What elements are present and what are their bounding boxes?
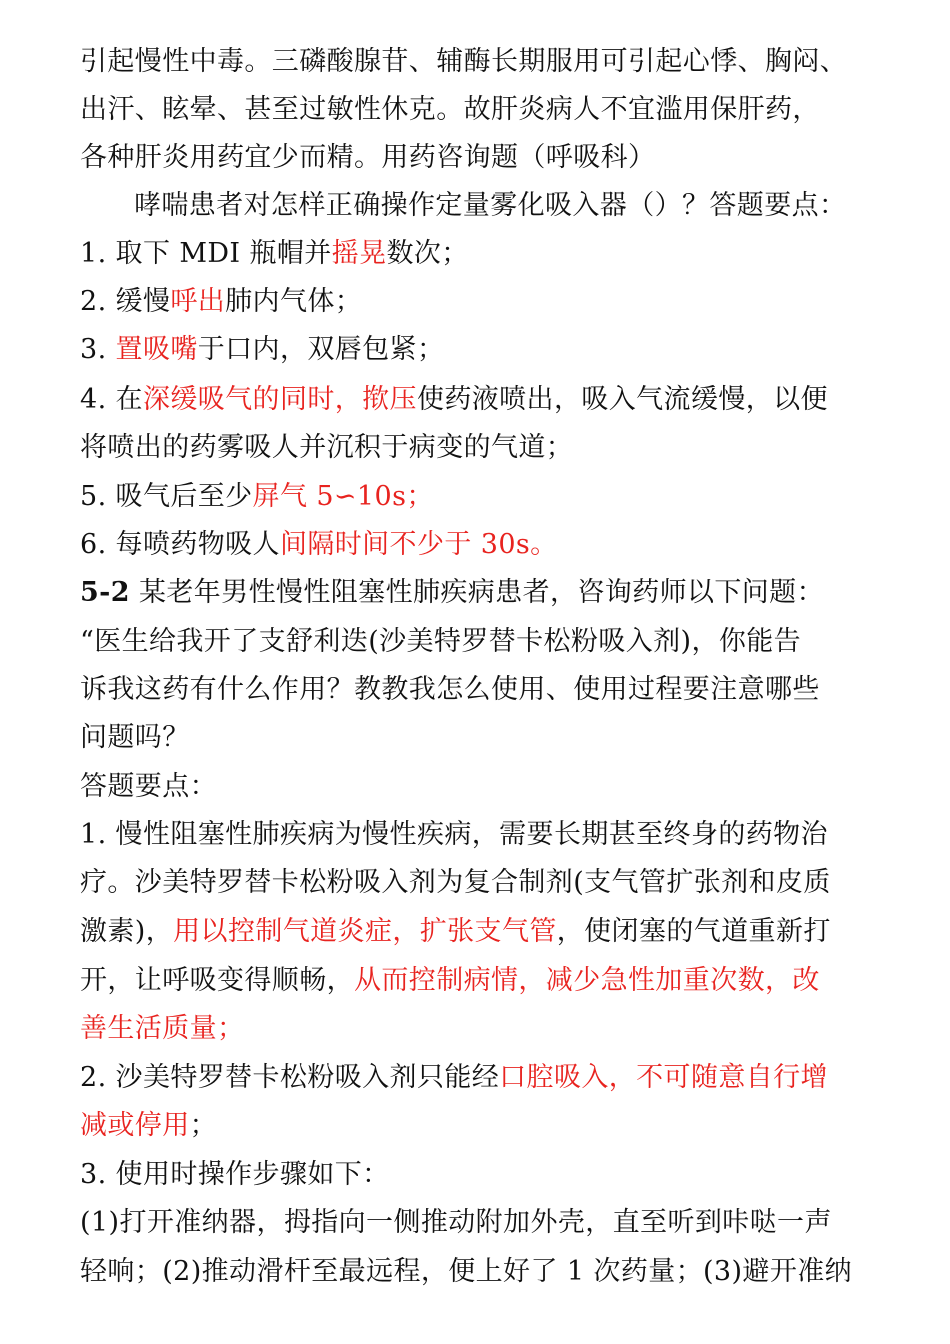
step-item: [80, 477, 434, 517]
text-line: [80, 670, 820, 710]
text-line: [80, 138, 655, 178]
text-segment: 疗。沙美特罗替卡松粉吸入剂为复合制剂(支气管扩张剂和皮质: [80, 867, 831, 898]
text-segment: 1. 慢性阻塞性肺疾病为慢性疾病，需要长期甚至终身的药物治: [80, 819, 828, 850]
text-segment: 使药液喷出，吸入气流缓慢，以便: [416, 384, 828, 415]
text-segment: 3.: [80, 334, 116, 365]
text-segment: 引起慢性中毒。三磷酸腺苷、辅酶长期服用可引起心悸、胸闷、: [80, 46, 848, 77]
text-segment: 问题吗？: [80, 722, 190, 753]
text-segment: 某老年男性慢性阻塞性肺疾病患者，咨询药师以下问题：: [129, 577, 824, 608]
text-line: [80, 863, 831, 903]
step-item: [80, 380, 828, 420]
step-item: [80, 815, 828, 855]
highlight-text: 间隔时间不少于 30s。: [279, 529, 558, 560]
text-segment: 数次；: [386, 238, 469, 269]
highlight-text: 屏气 5∽10s；: [252, 481, 434, 512]
text-segment: 哮喘患者对怎样正确操作定量雾化吸入器（）？答题要点：: [134, 190, 847, 221]
text-line: [80, 1252, 852, 1292]
text-line: [80, 1009, 244, 1049]
highlight-text: 减或停用: [80, 1110, 190, 1141]
text-line: [80, 718, 190, 758]
highlight-text: 深缓吸气的同时，揿压: [142, 384, 417, 415]
highlight-text: 用以控制气道炎症，扩张支气管: [173, 916, 557, 947]
text-segment: 2. 缓慢: [80, 286, 171, 317]
highlight-text: 口腔吸入，不可随意自行增: [499, 1062, 828, 1093]
text-segment: 各种肝炎用药宜少而精。用药咨询题（呼吸科）: [80, 142, 656, 173]
highlight-text: 摇晃: [331, 238, 387, 269]
text-segment: 1. 取下 MDI 瓶帽并: [80, 238, 332, 269]
case-number: 5-2: [80, 577, 130, 608]
text-segment: 3. 使用时操作步骤如下：: [80, 1159, 390, 1190]
text-line: [80, 1106, 217, 1146]
text-segment: 2. 沙美特罗替卡松粉吸入剂只能经: [80, 1062, 500, 1093]
step-item: [80, 282, 362, 322]
text-segment: 诉我这药有什么作用？教教我怎么使用、使用过程要注意哪些: [80, 674, 820, 705]
text-segment: 答题要点：: [80, 771, 217, 802]
text-segment: 激素)，: [80, 916, 174, 947]
text-segment: 开，让呼吸变得顺畅，: [80, 965, 354, 996]
text-segment: 于口内，双唇包紧；: [197, 334, 445, 365]
step-item: [80, 1155, 390, 1195]
text-line: [80, 90, 820, 130]
step-item: [80, 234, 469, 274]
case-heading: [80, 573, 824, 613]
text-segment: ；: [189, 1110, 218, 1141]
text-line: [80, 428, 573, 468]
text-segment: 6. 每喷药物吸人: [80, 529, 280, 560]
highlight-text: 从而控制病情，减少急性加重次数，改: [354, 965, 820, 996]
answer-heading: [80, 767, 217, 807]
text-segment: 4. 在: [80, 384, 143, 415]
text-line: [80, 42, 847, 82]
text-segment: ，使闭塞的气道重新打: [556, 916, 831, 947]
text-line: [80, 622, 801, 662]
highlight-text: 善生活质量；: [80, 1013, 245, 1044]
text-segment: “医生给我开了支舒利迭(沙美特罗替卡松粉吸入剂)，你能告: [80, 626, 802, 657]
highlight-text: 呼出: [170, 286, 226, 317]
text-segment: 将喷出的药雾吸人并沉积于病变的气道；: [80, 432, 574, 463]
step-item: [80, 1058, 828, 1098]
text-line: [80, 912, 831, 952]
text-segment: 轻响；(2)推动滑杆至最远程，便上好了 1 次药量；(3)避开准纳: [80, 1256, 853, 1287]
highlight-text: 置吸嘴: [115, 334, 198, 365]
text-segment: 5. 吸气后至少: [80, 481, 253, 512]
question-heading: [134, 186, 846, 226]
text-segment: 出汗、眩晕、甚至过敏性休克。故肝炎病人不宜滥用保肝药，: [80, 94, 820, 125]
text-line: [80, 1203, 832, 1243]
step-item: [80, 525, 558, 565]
text-line: [80, 961, 820, 1001]
text-segment: 肺内气体；: [225, 286, 363, 317]
step-item: [80, 330, 444, 370]
text-segment: (1)打开准纳器，拇指向一侧推动附加外壳，直至听到咔哒一声: [80, 1207, 832, 1238]
